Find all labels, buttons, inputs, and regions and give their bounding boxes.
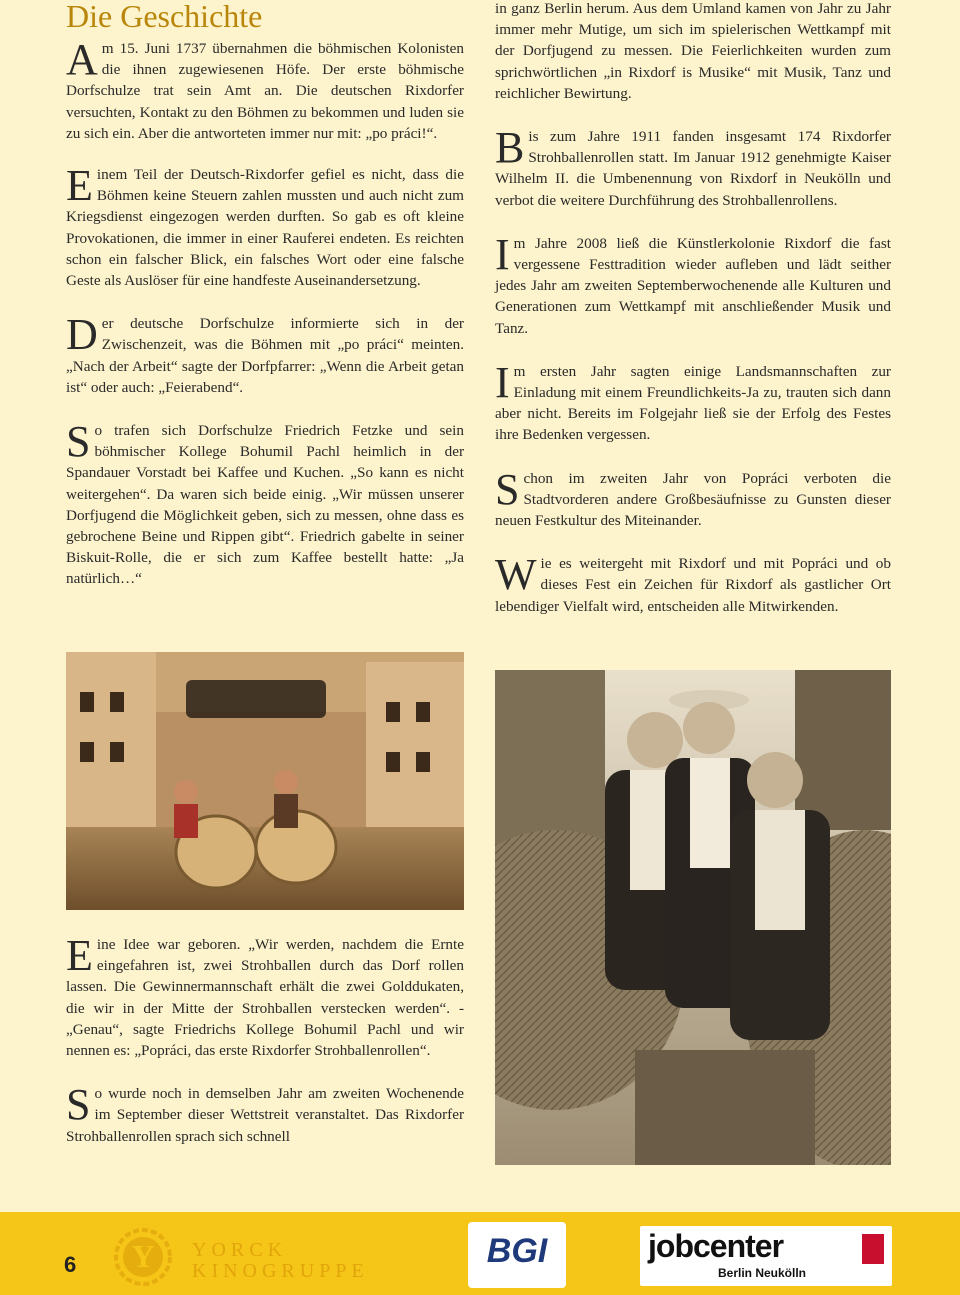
paragraph: So trafen sich Dorfschulze Friedrich Fetzke und sein böhmischer Kollege Bohumil Pachl heimlich in der Spandauer Vorstadt bei Kaffee und Kuchen. „So kann es nicht weitergehen“. Da waren sich beide einig. „Wir müssen unserer Dorfjugend die Möglichkeit geben, sich zu messen, ohne dass es gebrochene Beine und Rippen gibt“. Friedrich gabelte in seiner Biskuit-Rolle, die er sich zum Kaffee bestellt hatte: „Ja natürlich…“ xyxy=(66,417,464,588)
berlin-bear-icon xyxy=(862,1234,884,1264)
jobcenter-logo xyxy=(640,1226,892,1286)
yorck-logo-letter: Y xyxy=(131,1238,155,1274)
bgi-logo: BGI xyxy=(468,1222,566,1288)
paragraph: So wurde noch in demselben Jahr am zweiten Wochenende im September dieser Wettstreit veranstaltet. Das Rixdorfer Strohballenrollen sprach sich schnell xyxy=(66,1080,464,1145)
yorck-line1: YORCK xyxy=(192,1239,288,1261)
page-number: 6 xyxy=(64,1252,77,1277)
paragraph: Im Jahre 2008 ließ die Künstlerkolonie Rixdorf die fast vergessene Festtradition wieder aufleben und lädt seither jedes Jahr am zweiten Septemberwochenende alle Kulturen und Generationen zum Wettkampf mit anschließender Musik und Tanz. xyxy=(495,229,891,337)
drop-cap: E xyxy=(66,931,93,980)
page-title: Die Geschichte xyxy=(66,0,263,34)
paragraph: Bis zum Jahre 1911 fanden insgesamt 174 Rixdorfer Strohballenrollen statt. Im Januar 1912 genehmigte Kaiser Wilhelm II. die Umbenennung von Rixdorf in Neukölln und verbot die weitere Durchführung des Strohballenrollens. xyxy=(495,123,891,209)
drop-cap: S xyxy=(66,417,91,467)
jobcenter-wordmark: jobcenter xyxy=(648,1228,784,1264)
left-column-bottom xyxy=(66,931,464,1147)
paragraph: Schon im zweiten Jahr von Popráci verboten die Stadtvorderen andere Großbesäufnisse zu Gunsten dieser neuen Festkultur des Miteinander. xyxy=(495,464,891,530)
paragraph: Am 15. Juni 1737 übernahmen die böhmischen Kolonisten die ihnen zugewiesenen Höfe. Der erste böhmische Dorfschulze trat sein Amt an. Die deutschen Rixdorfer versuchten, Kontakt zu den Böhmen zu bekommen und luden sie zu sich ein. Aber die antworteten immer nur mit: „po práci!“. xyxy=(66,35,464,142)
drop-cap: W xyxy=(495,550,537,600)
painting-image xyxy=(66,652,464,910)
paragraph: Einem Teil der Deutsch-Rixdorfer gefiel es nicht, dass die Böhmen keine Steuern zahlen mussten und auch nicht zum Kriegsdienst eingezogen werden durften. So gab es oft kleine Provokationen, die immer in einer Rauferei endeten. Es reichten schon ein falscher Blick, ein falsches Wort oder eine falsche Geste als Auslöser für eine handfeste Auseinandersetzung. xyxy=(66,161,464,290)
drop-cap: I xyxy=(495,229,510,279)
yorck-wordmark xyxy=(192,1240,369,1282)
left-column xyxy=(66,35,464,590)
drop-cap: S xyxy=(495,464,520,514)
drop-cap: S xyxy=(66,1080,91,1130)
drop-cap: E xyxy=(66,161,93,211)
paragraph: in ganz Berlin herum. Aus dem Umland kamen von Jahr zu Jahr immer mehr Mutige, um sich im spielerischen Wettkampf mit der Dorfjugend zu messen. Die Feierlichkeiten wurden zum sprichwörtlichen „in Rixdorf is Musike“ mit Musik, Tanz und reichlicher Bewirtung. xyxy=(495,0,891,102)
drop-cap: D xyxy=(66,310,98,360)
yorck-line2: KINOGRUPPE xyxy=(192,1260,369,1282)
right-column xyxy=(495,0,891,617)
drop-cap: I xyxy=(495,357,510,407)
drop-cap: A xyxy=(66,35,98,84)
paragraph: Der deutsche Dorfschulze informierte sich in der Zwischenzeit, was die Böhmen mit „po práci“ meinten. „Nach der Arbeit“ sagte der Dorfpfarrer: „Wenn die Arbeit getan ist“ oder auch: „Feierabend“. xyxy=(66,310,464,396)
yorck-logo xyxy=(112,1226,174,1288)
footer-bar xyxy=(0,1212,960,1295)
jobcenter-subtitle: Berlin Neukölln xyxy=(718,1266,807,1280)
paragraph: Im ersten Jahr sagten einige Landsmannschaften zur Einladung mit einem Freundlichkeits-Ja zu, trauten sich dann aber nicht. Bereits im Folgejahr ließ sie der Erfolg des Festes ihre Bedenken vergessen. xyxy=(495,357,891,444)
sepia-photo xyxy=(495,670,891,1165)
paragraph: Wie es weitergeht mit Rixdorf und mit Popráci und ob dieses Fest ein Zeichen für Rixdorf als gastlicher Ort lebendiger Vielfalt wird, entscheiden alle Mitwirkenden. xyxy=(495,550,891,615)
drop-cap: B xyxy=(495,123,525,173)
paragraph: Eine Idee war geboren. „Wir werden, nachdem die Ernte eingefahren ist, zwei Strohballen durch das Dorf rollen lassen. Die Gewinnermannschaft erhält die zwei Golddukaten, die wir in der Mitte der Strohballen verstecken werden“. - „Genau“, sagte Friedrichs Kollege Bohumil Pachl und wir nennen es: „Popráci, das erste Rixdorfer Strohballenrollen“. xyxy=(66,931,464,1060)
